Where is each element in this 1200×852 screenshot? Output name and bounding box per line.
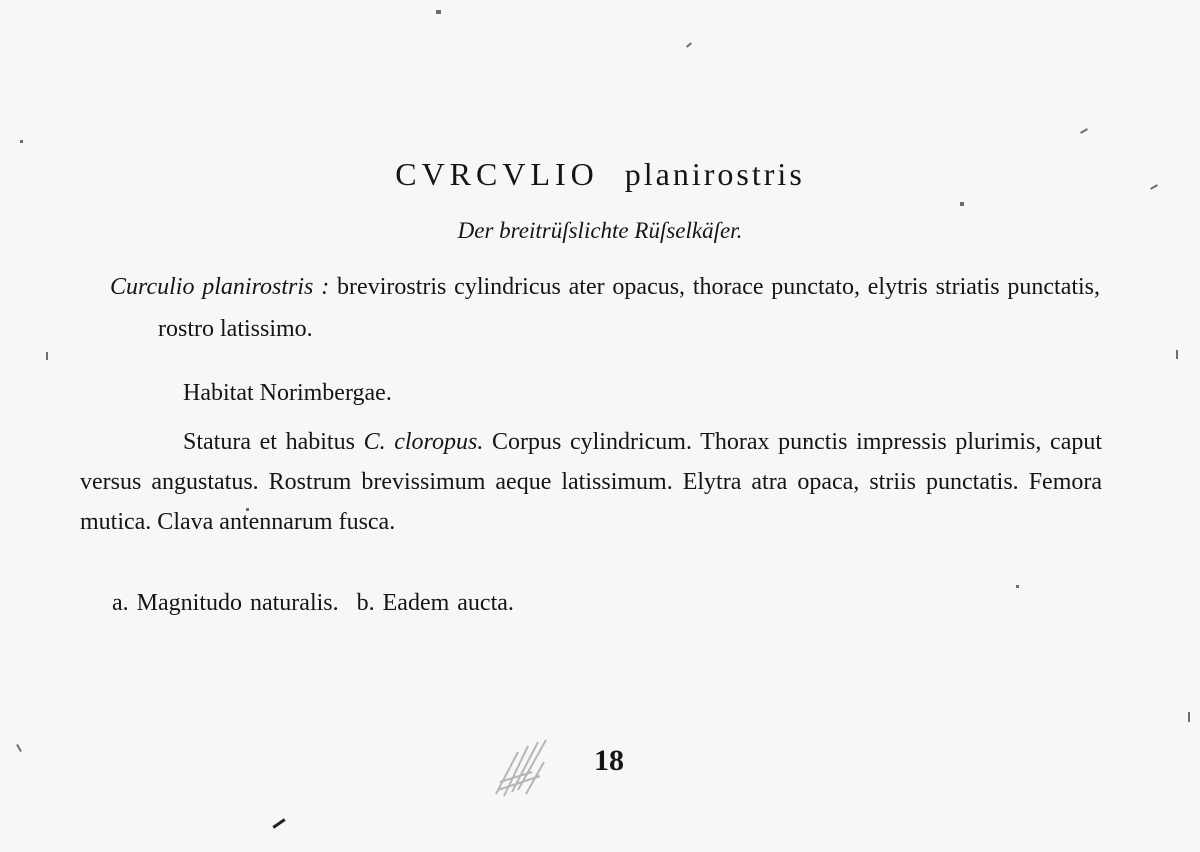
genus-name: CVRCVLIO bbox=[395, 156, 599, 192]
description-paragraph bbox=[80, 422, 1102, 542]
diagnosis-name: Curculio planirostris : bbox=[110, 274, 330, 300]
species-reference: C. cloropus. bbox=[363, 429, 484, 455]
habitat-line: Habitat Norimbergae. bbox=[183, 380, 392, 406]
description-part2: Corpus cylindricum. Thorax punctis impressis plurimis, caput versus angustatus. Rostrum brevissimum aeque latissimum. Elytra atra opaca, striis punctatis. Femora mutica. Clava antennarum fusca. bbox=[80, 429, 1103, 535]
species-name: planirostris bbox=[624, 156, 805, 192]
diagnosis-paragraph bbox=[110, 266, 1100, 350]
diagnosis-text: brevirostris cylindricus ater opacus, thorace punctato, elytris striatis punctatis, rostro latissimo. bbox=[158, 274, 1101, 342]
figure-caption-a: a. Magnitudo naturalis. bbox=[112, 590, 339, 616]
german-subtitle: Der breitrüſslichte Rüſselkäſer. bbox=[457, 218, 743, 243]
figure-captions bbox=[112, 590, 514, 617]
page-title bbox=[0, 156, 1200, 193]
description-part1: Statura et habitus bbox=[183, 429, 355, 455]
page-number: 18 bbox=[594, 744, 624, 777]
pencil-scribble-mark bbox=[488, 732, 558, 804]
figure-caption-b: b. Eadem aucta. bbox=[356, 590, 514, 616]
